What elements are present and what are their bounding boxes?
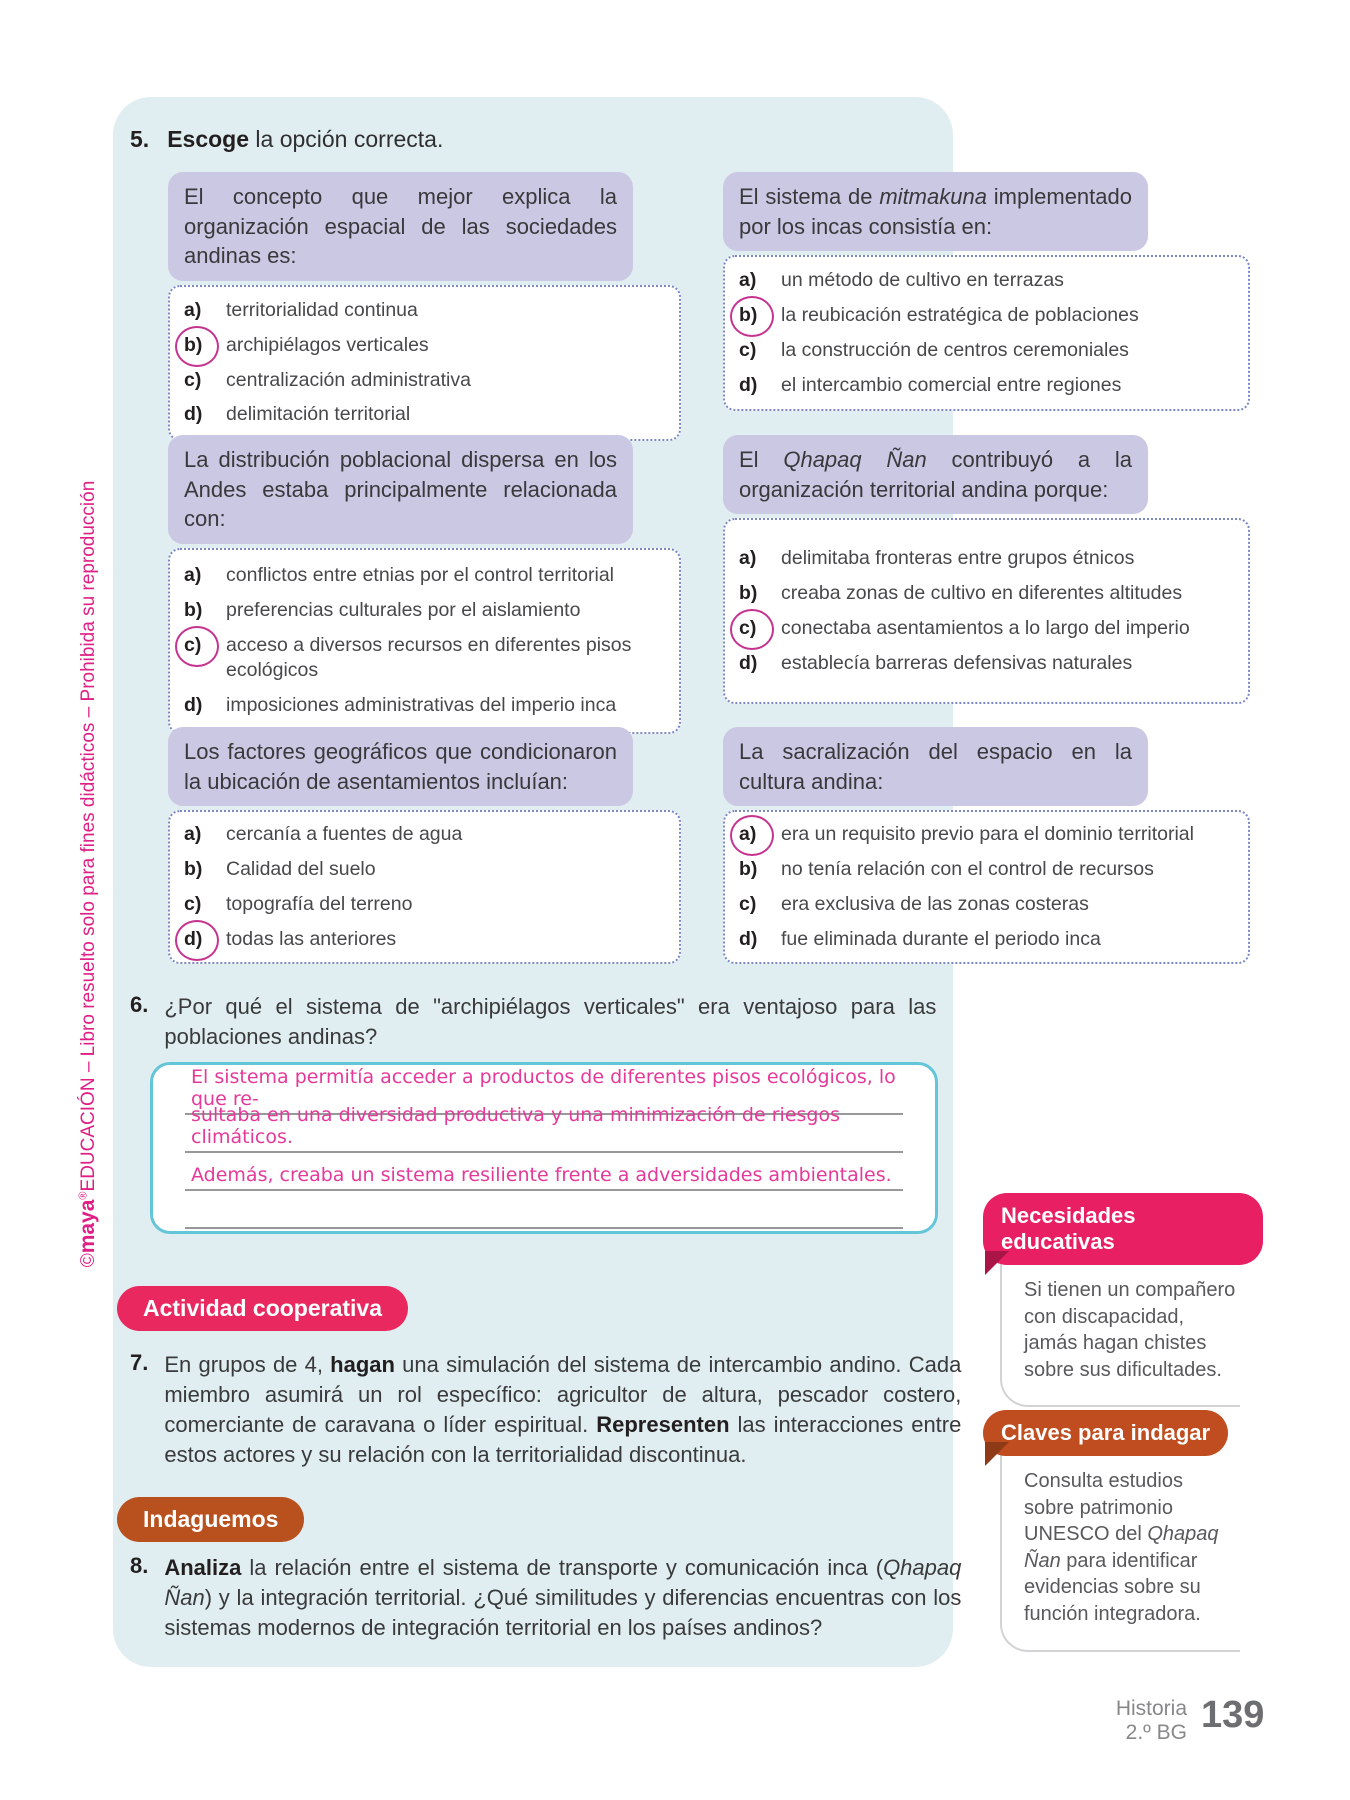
option-a[interactable]: [739, 546, 1236, 572]
option-text: topografía del terreno: [226, 892, 413, 915]
option-letter: a): [184, 299, 202, 322]
option-b[interactable]: [184, 333, 667, 359]
option-letter: d): [739, 373, 758, 396]
answer-line[interactable]: [185, 1191, 903, 1229]
option-text: el intercambio comercial entre regiones: [781, 373, 1122, 396]
options-box: [168, 548, 681, 734]
options-box: [723, 518, 1250, 704]
question-8: [130, 1553, 961, 1643]
option-letter: a): [739, 822, 769, 848]
option-b[interactable]: [184, 598, 667, 624]
option-text: cercanía a fuentes de agua: [226, 823, 463, 846]
option-c[interactable]: [184, 368, 667, 394]
options-box: [723, 255, 1250, 411]
question-instruction: Escoge la opción correcta.: [167, 126, 444, 152]
answer-line[interactable]: Además, creaba un sistema resiliente frente a adversidades ambientales.: [185, 1153, 903, 1191]
option-d[interactable]: [739, 651, 1236, 677]
question-prompt: El Qhapaq Ñan contribuyó a la organización territorial andina porque:: [723, 435, 1148, 514]
option-text: centralización administrativa: [226, 368, 471, 391]
option-c[interactable]: [739, 616, 1236, 642]
question-card-4: [723, 435, 1250, 704]
option-text: era un requisito previo para el dominio territorial: [781, 823, 1194, 846]
copyright-notice: [76, 399, 100, 1349]
brand-logo: maya: [76, 1199, 99, 1254]
option-text: establecía barreras defensivas naturales: [781, 651, 1133, 674]
answer-line[interactable]: sultaba en una diversidad productiva y una minimización de riesgos climáticos.: [185, 1115, 903, 1153]
question-card-5: [168, 727, 681, 964]
question-card-3: [168, 435, 681, 734]
option-letter: c): [184, 633, 214, 684]
option-c[interactable]: [739, 338, 1236, 364]
callout-needs: [983, 1193, 1263, 1407]
option-text: todas las anteriores: [226, 927, 397, 950]
copyright-text: EDUCACIÓN – Libro resuelto solo para fines didácticos – Prohibida su reproducción: [78, 480, 99, 1192]
copyright-symbol: ©: [78, 1253, 99, 1268]
question-number: 7.: [130, 1350, 149, 1375]
option-letter: b): [184, 333, 214, 359]
question-7: [130, 1350, 961, 1471]
option-letter: b): [739, 858, 758, 881]
option-text: archipiélagos verticales: [226, 333, 429, 356]
option-text: creaba zonas de cultivo en diferentes altitudes: [781, 582, 1183, 605]
callout-keys-title: Claves para indagar: [983, 1410, 1228, 1456]
option-a[interactable]: [184, 298, 667, 324]
option-text: delimitaba fronteras entre grupos étnicos: [781, 547, 1135, 570]
answer-box: [150, 1062, 938, 1234]
option-text: conectaba asentamientos a lo largo del imperio: [781, 616, 1190, 639]
option-text: era exclusiva de las zonas costeras: [781, 892, 1089, 915]
option-letter: a): [184, 823, 202, 846]
option-a[interactable]: [739, 822, 1236, 848]
callout-needs-body: Si tienen un compañero con discapacidad, jamás hagan chistes sobre sus dificultades.: [1000, 1251, 1240, 1407]
option-b[interactable]: [739, 581, 1236, 607]
option-b[interactable]: [739, 857, 1236, 883]
option-letter: c): [739, 338, 757, 361]
question-card-6: [723, 727, 1250, 964]
option-text: fue eliminada durante el periodo inca: [781, 927, 1101, 950]
question-text: En grupos de 4, hagan una simulación del sistema de intercambio andino. Cada miembro asumirá un rol específico: agricultor de altura, pescador costero, comerciante de caravana o líder espiritual. Representen las interacciones entre estos actores y su relación con la territorialidad discontinua.: [164, 1352, 962, 1468]
option-letter: c): [739, 616, 769, 642]
option-text: conflictos entre etnias por el control territorial: [226, 564, 615, 587]
registered-symbol: ®: [77, 1191, 90, 1200]
option-a[interactable]: [184, 563, 667, 589]
inquiry-badge: Indaguemos: [117, 1497, 304, 1542]
option-text: acceso a diversos recursos en diferentes pisos ecológicos: [226, 633, 632, 682]
page-footer: [1095, 1694, 1265, 1745]
option-letter: d): [184, 403, 203, 426]
option-b[interactable]: [739, 303, 1236, 329]
option-letter: a): [739, 269, 757, 292]
option-d[interactable]: [739, 373, 1236, 399]
page-number: 139: [1201, 1694, 1265, 1736]
option-text: delimitación territorial: [226, 403, 411, 426]
option-c[interactable]: [739, 892, 1236, 918]
option-text: preferencias culturales por el aislamiento: [226, 598, 581, 621]
option-text: la construcción de centros ceremoniales: [781, 338, 1129, 361]
option-letter: c): [184, 892, 202, 915]
callout-keys: [983, 1410, 1263, 1652]
options-box: [168, 285, 681, 441]
option-d[interactable]: [184, 693, 667, 719]
question-card-2: [723, 172, 1250, 411]
activity-badge: Actividad cooperativa: [117, 1286, 408, 1331]
option-a[interactable]: [739, 268, 1236, 294]
option-letter: b): [739, 303, 769, 329]
question-prompt: La distribución poblacional dispersa en los Andes estaba principalmente relacionada con:: [168, 435, 633, 544]
answer-line[interactable]: El sistema permitía acceder a productos de diferentes pisos ecológicos, lo que re-: [185, 1077, 903, 1115]
subject-label: Historia 2.º BG: [1115, 1697, 1187, 1745]
question-text: Analiza la relación entre el sistema de transporte y comunicación inca (Qhapaq Ñan) y la integración territorial. ¿Qué similitudes y diferencias encuentras con los sistemas modernos de integración territorial en los países andinos?: [164, 1555, 962, 1641]
options-box: [723, 810, 1250, 964]
question-prompt: Los factores geográficos que condicionaron la ubicación de asentamientos incluían:: [168, 727, 633, 806]
option-text: la reubicación estratégica de poblaciones: [781, 304, 1139, 327]
option-letter: a): [739, 547, 757, 570]
option-letter: c): [739, 892, 757, 915]
question-card-1: [168, 172, 681, 441]
option-letter: d): [184, 927, 214, 953]
question-number: 5.: [130, 126, 150, 152]
option-c[interactable]: [184, 892, 667, 918]
question-5-heading: [130, 126, 443, 153]
option-d[interactable]: [184, 927, 667, 953]
question-number: 6.: [130, 992, 149, 1017]
question-prompt: El concepto que mejor explica la organización espacial de las sociedades andinas es:: [168, 172, 633, 281]
option-letter: a): [184, 564, 202, 587]
option-d[interactable]: [184, 402, 667, 428]
question-prompt: El sistema de mitmakuna implementado por los incas consistía en:: [723, 172, 1148, 251]
option-letter: b): [184, 858, 203, 881]
option-text: territorialidad continua: [226, 299, 418, 322]
option-letter: d): [739, 651, 758, 674]
option-letter: d): [184, 694, 203, 717]
option-a[interactable]: [184, 822, 667, 848]
option-text: imposiciones administrativas del imperio inca: [226, 694, 617, 717]
callout-needs-title: Necesidades educativas: [983, 1193, 1263, 1265]
question-number: 8.: [130, 1553, 149, 1578]
question-prompt: La sacralización del espacio en la cultura andina:: [723, 727, 1148, 806]
option-letter: d): [739, 927, 758, 950]
option-text: no tenía relación con el control de recursos: [781, 858, 1154, 881]
option-d[interactable]: [739, 927, 1236, 953]
option-text: Calidad del suelo: [226, 858, 376, 881]
option-text: un método de cultivo en terrazas: [781, 269, 1064, 292]
option-letter: c): [184, 368, 202, 391]
options-box: [168, 810, 681, 964]
question-text: ¿Por qué el sistema de "archipiélagos verticales" era ventajoso para las poblaciones andinas?: [164, 994, 937, 1050]
option-letter: b): [184, 598, 203, 621]
question-6: [130, 992, 936, 1053]
option-c[interactable]: [184, 633, 667, 684]
option-b[interactable]: [184, 857, 667, 883]
callout-keys-body: Consulta estudios sobre patrimonio UNESCO del Qhapaq Ñan para identificar evidencias sobre su función integradora.: [1000, 1442, 1240, 1652]
option-letter: b): [739, 582, 758, 605]
